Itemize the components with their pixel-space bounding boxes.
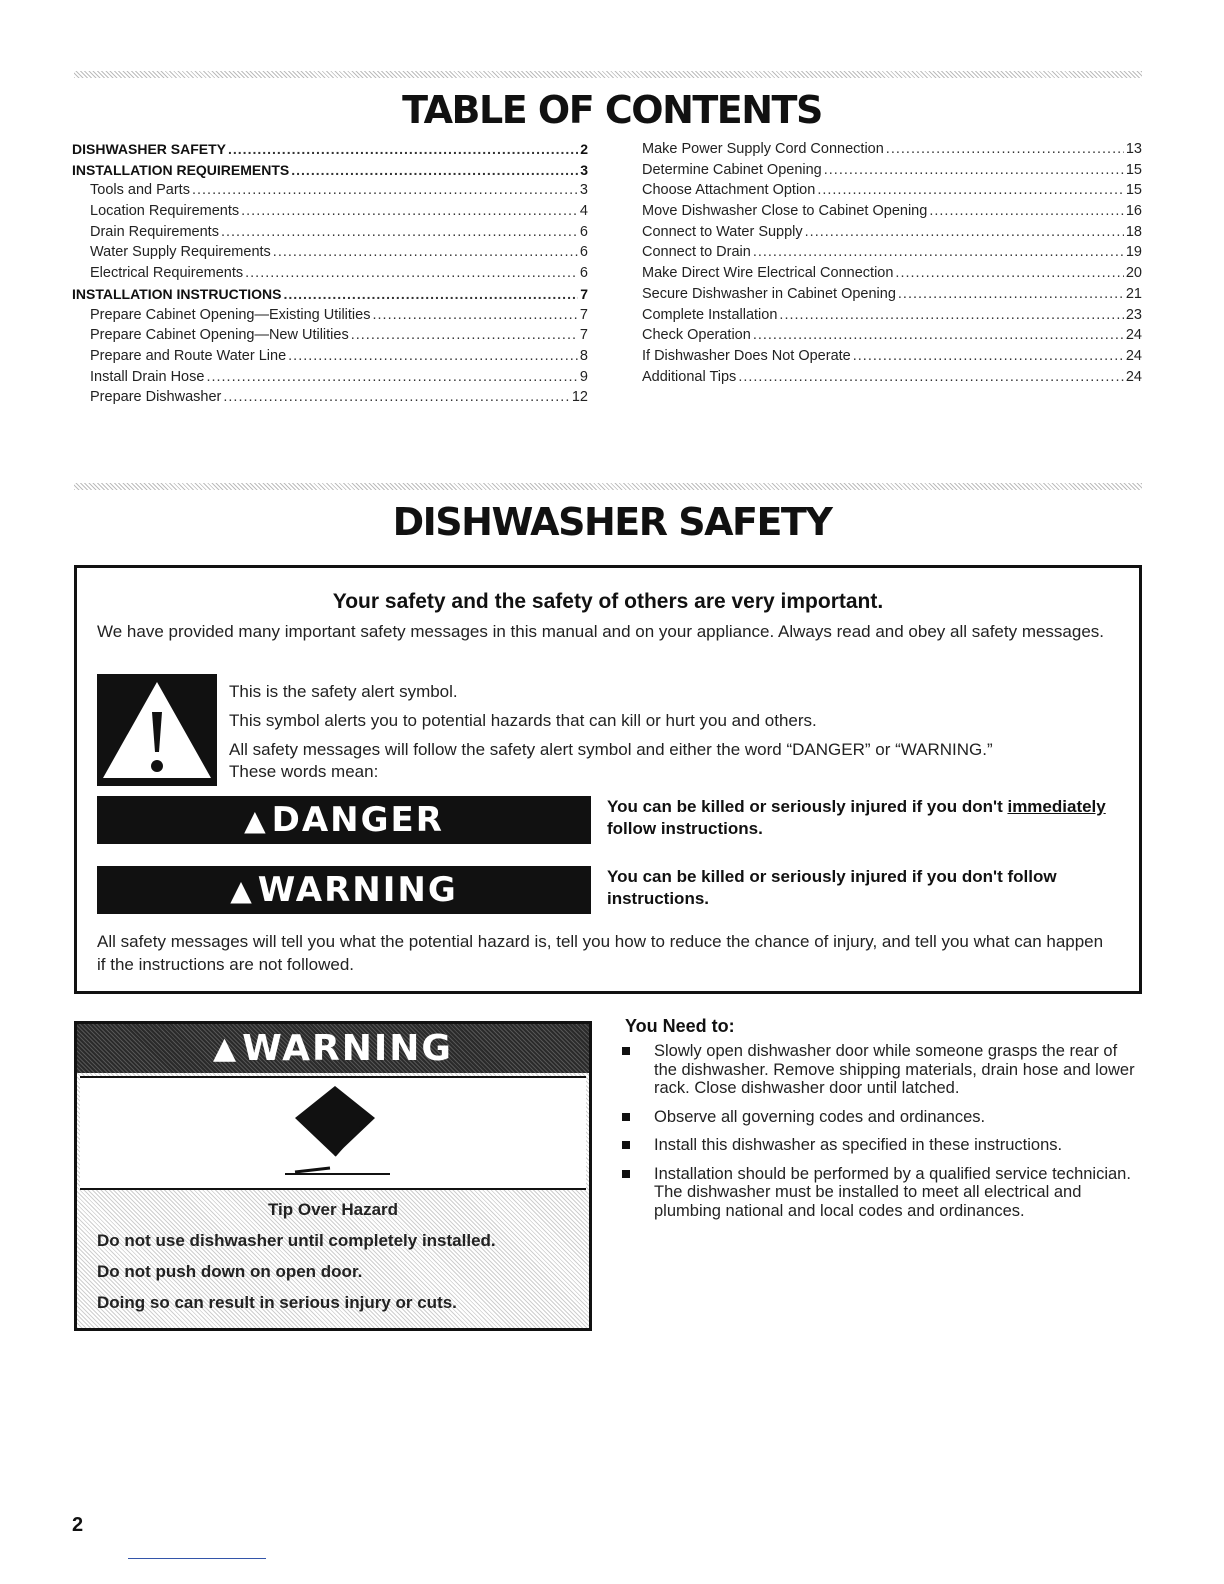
toc-leader-dots	[779, 307, 1123, 323]
toc-entry[interactable]	[72, 265, 588, 286]
toc-leader-dots	[929, 203, 1124, 219]
toc-leader-dots	[738, 369, 1124, 385]
bullet-icon	[622, 1047, 630, 1055]
toc-entry-label: Prepare Dishwasher	[90, 389, 222, 406]
toc-entry-page: 3	[579, 182, 588, 199]
toc-entry-page: 24	[1125, 327, 1142, 344]
toc-entry-page: 8	[579, 347, 588, 364]
toc-entry-page: 24	[1125, 347, 1142, 364]
toc-entry[interactable]	[642, 203, 1142, 224]
bullet-icon	[622, 1170, 630, 1178]
toc-entry-label: Complete Installation	[642, 306, 778, 323]
toc-entry-label: Electrical Requirements	[90, 265, 244, 282]
toc-entry-page: 16	[1125, 203, 1142, 220]
list-item-text: Install this dishwasher as specified in these instructions.	[654, 1136, 1063, 1154]
toc-entry-label: Choose Attachment Option	[642, 182, 816, 199]
warning-header	[77, 1024, 589, 1073]
toc-leader-dots	[824, 162, 1124, 178]
danger-text-emphasis: immediately	[1007, 797, 1106, 816]
toc-entry-page: 13	[1125, 141, 1142, 157]
toc-leader-dots	[283, 286, 578, 302]
toc-entry[interactable]	[72, 286, 588, 307]
warning-label: WARNING	[257, 870, 458, 910]
toc-entry-page: 4	[579, 203, 588, 220]
warning-description: You can be killed or seriously injured if you don't follow instructions.	[607, 867, 1057, 908]
symbol-line-2: This symbol alerts you to potential hazards that can kill or hurt you and others.	[229, 711, 817, 730]
safety-title: DISHWASHER SAFETY	[392, 500, 832, 544]
tip-over-hazard-illustration	[80, 1076, 586, 1190]
warning-box-label: WARNING	[242, 1028, 453, 1069]
danger-text-a: You can be killed or seriously injured if you don't	[607, 797, 1003, 816]
symbol-line-3: All safety messages will follow the safety alert symbol and either the word “DANGER” or “WARNING.”	[229, 740, 993, 759]
top-hatch-rule	[74, 71, 1142, 78]
toc-entry-page: 15	[1125, 161, 1142, 178]
toc-entry-page: 6	[579, 244, 588, 261]
toc-entry-label: Check Operation	[642, 327, 751, 344]
symbol-line-1: This is the safety alert symbol.	[229, 682, 458, 701]
toc-leader-dots	[206, 369, 577, 385]
toc-entry[interactable]	[642, 286, 1142, 307]
toc-entry-label: Move Dishwasher Close to Cabinet Opening	[642, 203, 928, 220]
toc-entry-label: If Dishwasher Does Not Operate	[642, 347, 851, 364]
toc-leader-dots	[223, 389, 569, 405]
toc-entry-label: Location Requirements	[90, 203, 240, 220]
toc-entry-page: 6	[579, 223, 588, 240]
toc-title: TABLE OF CONTENTS	[402, 88, 822, 132]
toc-entry-page: 24	[1125, 368, 1142, 385]
toc-leader-dots	[291, 162, 578, 178]
toc-entry-label: Connect to Drain	[642, 244, 751, 261]
toc-entry[interactable]	[642, 369, 1142, 390]
toc-leader-dots	[351, 327, 578, 343]
toc-left-column	[72, 141, 588, 410]
toc-entry-label: Prepare and Route Water Line	[90, 347, 287, 364]
toc-entry-page: 9	[579, 368, 588, 385]
section-hatch-rule	[74, 483, 1142, 490]
warning-line-2: Do not push down on open door.	[97, 1262, 363, 1281]
toc-entry[interactable]	[642, 327, 1142, 348]
toc-entry-page: 3	[580, 161, 588, 178]
toc-entry-label: Tools and Parts	[90, 182, 190, 199]
list-item-text: Observe all governing codes and ordinances.	[654, 1107, 986, 1126]
list-item	[622, 1136, 1142, 1155]
toc-leader-dots	[805, 224, 1124, 240]
toc-entry-label: Make Power Supply Cord Connection	[642, 141, 884, 157]
toc-entry-label: Water Supply Requirements	[90, 244, 271, 261]
toc-right-column	[642, 141, 1142, 389]
toc-leader-dots	[221, 224, 578, 240]
toc-entry-page: 19	[1125, 244, 1142, 261]
warning-line-1: Do not use dishwasher until completely installed.	[97, 1231, 496, 1250]
page-number: 2	[72, 1514, 84, 1536]
toc-entry[interactable]	[72, 389, 588, 410]
toc-entry[interactable]	[642, 162, 1142, 183]
toc-entry-label: INSTALLATION REQUIREMENTS	[72, 161, 290, 178]
toc-entry-label: Determine Cabinet Opening	[642, 161, 822, 178]
toc-entry-label: Prepare Cabinet Opening—New Utilities	[90, 327, 349, 344]
safety-closing: All safety messages will tell you what the potential hazard is, tell you how to reduce the chance of injury, and tell you what can happen if the instructions are not followed.	[97, 932, 1104, 974]
toc-entry[interactable]	[642, 141, 1142, 162]
toc-entry[interactable]	[72, 369, 588, 390]
toc-entry-page: 7	[579, 306, 588, 323]
toc-entry-label: INSTALLATION INSTRUCTIONS	[72, 285, 282, 302]
safety-message-box	[74, 565, 1142, 994]
toc-leader-dots	[886, 141, 1124, 157]
toc-entry-page: 12	[571, 389, 588, 406]
warning-triangle-icon: ▲	[244, 803, 268, 837]
toc-entry-label: Make Direct Wire Electrical Connection	[642, 265, 894, 282]
warning-triangle-icon: ▲	[213, 1031, 239, 1066]
toc-leader-dots	[273, 244, 578, 260]
danger-label: DANGER	[271, 800, 444, 840]
toc-leader-dots	[192, 182, 578, 198]
toc-leader-dots	[245, 265, 578, 281]
toc-entry-label: Additional Tips	[642, 368, 737, 385]
toc-entry[interactable]	[642, 307, 1142, 328]
toc-leader-dots	[853, 348, 1124, 364]
toc-entry-label: Drain Requirements	[90, 223, 219, 240]
toc-entry[interactable]	[642, 244, 1142, 265]
toc-entry-page: 23	[1125, 306, 1142, 323]
toc-entry[interactable]	[72, 307, 588, 328]
toc-entry[interactable]	[72, 327, 588, 348]
toc-entry-label: Secure Dishwasher in Cabinet Opening	[642, 285, 896, 302]
toc-entry-page: 2	[580, 141, 588, 157]
toc-entry-page: 7	[579, 327, 588, 344]
toc-entry[interactable]	[642, 348, 1142, 369]
toc-entry-label: Prepare Cabinet Opening—Existing Utilities	[90, 306, 371, 323]
toc-entry[interactable]	[642, 182, 1142, 203]
toc-entry-label: DISHWASHER SAFETY	[72, 141, 227, 157]
toc-entry[interactable]	[72, 182, 588, 203]
hazard-title: Tip Over Hazard	[267, 1200, 399, 1219]
tip-over-warning-box	[74, 1021, 592, 1331]
danger-description	[607, 796, 1137, 840]
toc-leader-dots	[753, 327, 1124, 343]
toc-leader-dots	[288, 348, 578, 364]
safety-heading: Your safety and the safety of others are very important.	[332, 590, 884, 613]
toc-entry-page: 6	[579, 265, 588, 282]
toc-entry-page: 15	[1125, 182, 1142, 199]
footer-rule	[128, 1558, 266, 1559]
symbol-line-4: These words mean:	[229, 762, 379, 781]
list-item	[622, 1165, 1142, 1221]
danger-text-b: follow instructions.	[607, 819, 763, 838]
toc-leader-dots	[895, 265, 1123, 281]
list-item	[622, 1042, 1142, 1098]
toc-entry[interactable]	[642, 265, 1142, 286]
toc-leader-dots	[241, 203, 578, 219]
toc-leader-dots	[372, 307, 577, 323]
toc-entry[interactable]	[642, 224, 1142, 245]
list-item	[622, 1108, 1142, 1127]
list-item-text: Slowly open dishwasher door while someone grasps the rear of the dishwasher. Remove shipping materials, drain hose and lower rack. Close dishwasher door until latched.	[654, 1042, 1135, 1097]
warning-triangle-icon: ▲	[230, 873, 254, 907]
safety-alert-icon	[97, 674, 217, 786]
toc-entry[interactable]	[72, 162, 588, 183]
bullet-icon	[622, 1113, 630, 1121]
toc-leader-dots	[228, 141, 578, 157]
danger-signal-word	[97, 796, 591, 844]
toc-entry-page: 20	[1125, 265, 1142, 282]
toc-leader-dots	[898, 286, 1124, 302]
toc-leader-dots	[817, 182, 1124, 198]
toc-entry[interactable]	[72, 141, 588, 162]
you-need-title: You Need to:	[625, 1016, 735, 1036]
toc-entry[interactable]	[72, 348, 588, 369]
toc-entry[interactable]	[72, 224, 588, 245]
toc-entry-label: Connect to Water Supply	[642, 223, 803, 240]
toc-entry[interactable]	[72, 244, 588, 265]
toc-entry-page: 18	[1125, 223, 1142, 240]
list-item-text: Installation should be performed by a qualified service technician. The dishwasher must be installed to meet all electrical and plumbing national and local codes and ordinances.	[654, 1164, 1131, 1220]
you-need-list	[622, 1042, 1142, 1230]
toc-entry-page: 7	[580, 285, 588, 302]
safety-intro: We have provided many important safety messages in this manual and on your appliance. Always read and obey all safety messages.	[97, 622, 1105, 641]
toc-leader-dots	[753, 244, 1124, 260]
warning-signal-word	[97, 866, 591, 914]
toc-entry[interactable]	[72, 203, 588, 224]
bullet-icon	[622, 1141, 630, 1149]
toc-entry-page: 21	[1125, 285, 1142, 302]
warning-hazard-title	[77, 1200, 589, 1220]
toc-entry-label: Install Drain Hose	[90, 368, 205, 385]
warning-line-3: Doing so can result in serious injury or cuts.	[97, 1293, 457, 1312]
